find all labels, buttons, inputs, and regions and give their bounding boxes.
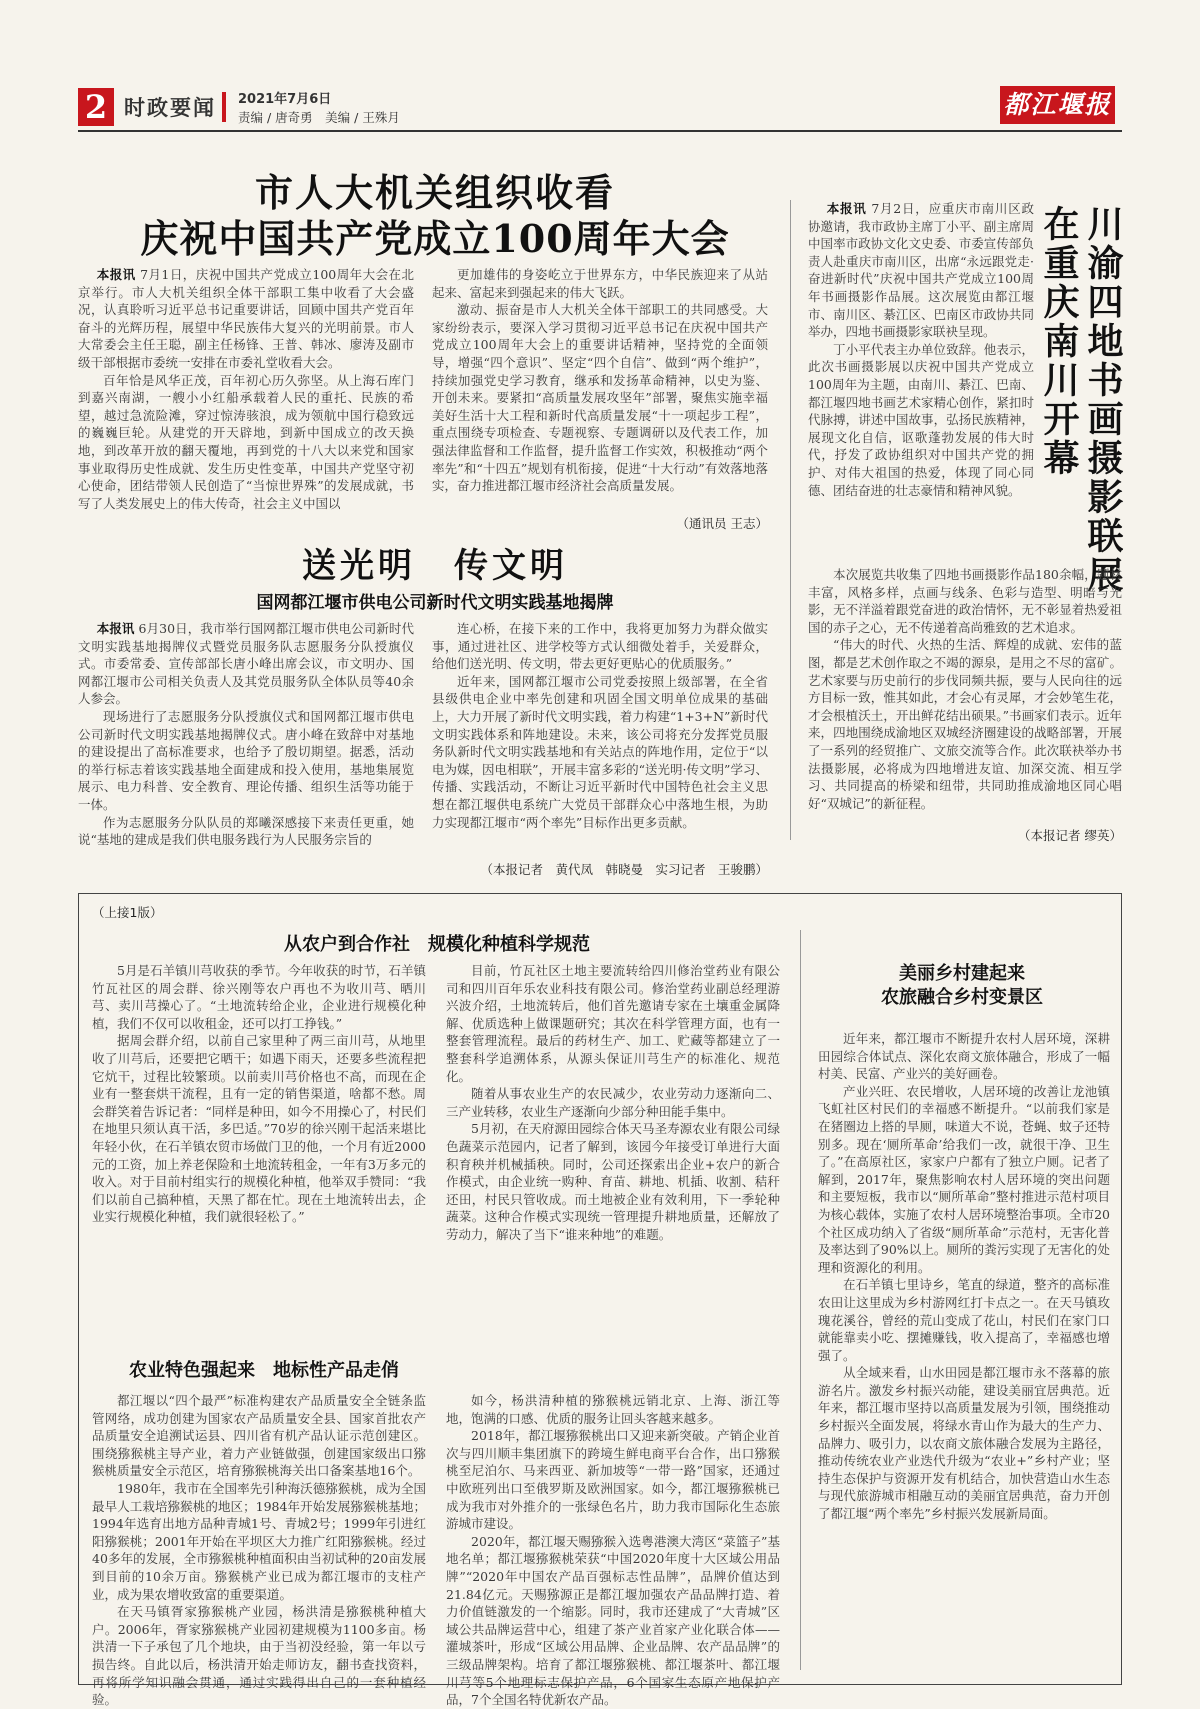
section-title: 时政要闻 [124,96,216,120]
article2-col2 [432,620,768,858]
article3-lower [808,566,1122,826]
paragraph: 现场进行了志愿服务分队授旗仪式和国网都江堰市供电公司新时代文明实践基地揭牌仪式。唐小峰在致辞中对基地的建设提出了高标准要求，也给予了殷切期望。据悉，活动的举行标志着该实践基地全面建成和投入使用，基地集展览展示、电力科普、安全教育、理论传播、组织生活等功能于一体。 [78,708,414,812]
subheading-1: 从农户到合作社 规模化种植科学规范 [284,934,590,955]
article1-title-line1: 市人大机关组织收看 [254,170,615,215]
paragraph: 激动、振奋是市人大机关全体干部职工的共同感受。大家纷纷表示，要深入学习贯彻习近平总书记在庆祝中国共产党成立100周年大会上的重要讲话精神，坚持党的全面领导，增强“四个意识”、坚定“四个自信”、做到“两个维护”，持续加强党史学习教育，继承和发扬革命精神，以史为鉴、开创未来。要紧扣“高质量发展攻坚年”部署，聚焦实施幸福美好生活十大工程和新时代高质量发展“十一项起步工程”，重点围绕专项检查、专题视察、专题调研以及代表工作，加强法律监督和工作监督，提升监督工作实效，积极推动“两个率先”和“十四五”规划有机衔接，促进“十大行动”有效落地落实，奋力推进都江堰市经济社会高质量发展。 [432,302,768,494]
paragraph: 目前，竹瓦社区土地主要流转给四川修治堂药业有限公司和四川百年乐农业科技有限公司。修治堂药业副总经理游兴波介绍，土地流转后，他们首先邀请专家在土壤重金属降解、优质选种上做课题研究；其次在科学管理方面，也有一整套管理流程。最后的药材生产、加工、贮藏等都建立了一整套科学追溯体系，从源头保证川芎生产的标准化、规范化。 [446,963,780,1084]
article1-col2 [432,266,768,514]
article2-col1 [78,620,414,876]
article3-title-col1: 川渝四地书画摄影联展 [1082,205,1124,595]
paragraph: 随着从事农业生产的农民减少，农业劳动力逐渐向二、三产业转移，农业生产逐渐向少部分种田能手集中。 [446,1086,780,1119]
paragraph: 在石羊镇七里诗乡，笔直的绿道，整齐的高标准农田让这里成为乡村游网红打卡点之一。在天马镇玫瑰花溪谷，曾经的荒山变成了花山，村民们在家门口就能靠卖小吃、摆摊赚钱，收入提高了，幸福感也增强了。 [818,1277,1110,1363]
paragraph: “伟大的时代、火热的生活、辉煌的成就、宏伟的蓝图，都是艺术创作取之不竭的源泉，是用之不尽的富矿。艺术家要与历史前行的步伐同频共振，要与人民向往的远方目标一致，惟其如此，才会心有灵犀，才会妙笔生花，才会根植沃土，开出鲜花结出硕果。”书画家们表示。近年来，四地围绕成渝地区双城经济圈建设的战略部署，开展了一系列的经贸推广、文旅交流等合作。此次联袂举办书法摄影展，必将成为四地增进友谊、加深交流、相互学习、共同提高的桥梁和纽带，共同助推成渝地区同心唱好“双城记”的新征程。 [808,637,1122,811]
article3-byline: （本报记者 缪英） [1018,828,1122,843]
paragraph: 本次展览共收集了四地书画摄影作品180余幅，题材丰富，风格多样，点画与线条、色彩与造型、明暗与光影，无不洋溢着跟党奋进的政治情怀，无不彰显着热爱祖国的赤子之心，无不传递着高尚雅致的艺术追求。 [808,567,1122,635]
subheading-3-line2: 农旅融合乡村变景区 [881,987,1043,1008]
paragraph: 更加雄伟的身姿屹立于世界东方，中华民族迎来了从站起来、富起来到强起来的伟大飞跃。 [432,267,768,300]
paragraph: 从全域来看，山水田园是都江堰市永不落幕的旅游名片。激发乡村振兴动能，建设美丽宜居典范。近年来，都江堰市坚持以高质量发展为引领，围绕推动乡村振兴全面发展，将绿水青山作为最大的生产力、品牌力、吸引力，以农商文旅体融合发展为主路径，推动传统农业产业迭代升级为“农业+”乡村产业；坚持生态保护与资源开发有机结合，加快营造山水生态与现代旅游城市相融互动的美丽宜居典范，奋力开创了都江堰“两个率先”乡村振兴发展新局面。 [818,1365,1110,1522]
column-divider [800,930,801,1670]
article1-title-line2: 庆祝中国共产党成立100周年大会 [140,216,730,261]
paragraph: 近年来，国网都江堰市公司党委按照上级部署，在全省县级供电企业中率先创建和巩固全国文明单位成果的基础上，大力开展了新时代文明实践，着力构建“1+3+N”新时代文明实践体系和阵地建设。未来，该公司将充分发挥党员服务队新时代文明实践基地和有关站点的阵地作用，定位于“以电为媒，因电相联”，开展丰富多彩的“送光明·传文明”学习、传播、实践活动，不断让习近平新时代中国特色社会主义思想在都江堰供电系统广大党员干部群众心中落地生根，为助力实现都江堰市“两个率先”目标作出更多贡献。 [432,673,768,830]
lead-tag: 本报讯 [826,201,867,216]
column-divider [790,200,791,840]
paragraph: 丁小平代表主办单位致辞。他表示，此次书画摄影展以庆祝中国共产党成立100周年为主题，由南川、綦江、巴南、都江堰四地书画艺术家精心创作，紧扣时代脉搏，讲述中国故事，弘扬民族精神，展现文化自信，讴歌蓬勃发展的伟大时代，抒发了政协组织对中国共产党的拥护、对伟大祖国的热爱，体现了同心同德、团结奋进的壮志豪情和精神风貌。 [808,341,1034,498]
subheading-2: 农业特色强起来 地标性产品走俏 [129,1360,399,1381]
lead-tag: 本报讯 [96,621,135,636]
paragraph: 7月1日，庆祝中国共产党成立100周年大会在北京举行。市人大机关组织全体干部职工集中收看了大会盛况，认真聆听习近平总书记重要讲话，回顾中国共产党百年奋斗的光辉历程，展望中华民族伟大复兴的光明前景。市人大常委会主任王聪，副主任杨锋、王普、韩冰、廖涛及副市级干部根据市委统一安排在市委礼堂收看大会。 [78,267,414,370]
article1-col1 [78,266,414,532]
paragraph: 百年恰是风华正茂，百年初心历久弥坚。从上海石库门到嘉兴南湖，一艘小小红船承载着人民的重托、民族的希望，越过急流险滩，穿过惊涛骇浪，成为领航中国行稳致远的巍巍巨轮。从建党的开天辟地，到新中国成立的改天换地，到改革开放的翻天覆地，再到党的十八大以来党和国家事业取得历史性成就、发生历史性变革，中国共产党坚守初心使命，团结带领人民创造了“当惊世界殊”的发展成就，书写了人类发展史上的伟大传奇，社会主义中国以 [78,372,414,511]
paragraph: 连心桥，在接下来的工作中，我将更加努力为群众做实事，通过进社区、进学校等方式认细微处着手，关爱群众，给他们送光明、传文明，带去更好更贴心的优质服务。” [432,621,768,672]
paragraph: 6月30日，我市举行国网都江堰市供电公司新时代文明实践基地揭牌仪式暨党员服务队志愿服务分队授旗仪式。市委常委、宣传部部长唐小峰出席会议，市文明办、国网都江堰市公司相关负责人及其党员服务队全体队员等40余人参会。 [78,621,414,707]
paragraph: 作为志愿服务分队队员的郑曦深感接下来责任更重，她说“基地的建成是我们供电服务践行为人民服务宗旨的 [78,814,414,848]
paragraph: 2018年，都江堰猕猴桃出口又迎来新突破。产销企业首次与四川顺丰集团旗下的跨境生鲜电商平台合作，出口猕猴桃至尼泊尔、马来西亚、新加坡等“一带一路”国家，还通过中欧班列出口至俄罗斯及欧洲国家。如今，都江堰猕猴桃已成为我市对外推介的一张绿色名片，助力我市国际化生态旅游城市建设。 [446,1428,780,1532]
paragraph: 1980年，我市在全国率先引种海沃德猕猴桃，成为全国最早人工栽培猕猴桃的地区；1984年开始发展猕猴桃基地；1994年选育出地方品种青城1号、青城2号；1999年引进红阳猕猴桃；2001年开始在平坝区大力推广红阳猕猴桃。经过40多年的发展，全市猕猴桃种植面积由当初试种的20亩发展到目前的10余万亩。猕猴桃产业已成为都江堰市的支柱产业，成为果农增收致富的重要渠道。 [92,1480,426,1602]
issue-date: 2021年7月6日 [238,92,332,107]
subheading-3-line1: 美丽乡村建起来 [899,963,1025,984]
lead-tag: 本报讯 [96,267,136,282]
page-number: 2 [78,88,114,126]
article3-title-col2: 在重庆南川开幕 [1038,205,1080,478]
paragraph: 5月是石羊镇川芎收获的季节。今年收获的时节，石羊镇竹瓦社区的周会群、徐兴刚等农户再也不为收川芎、晒川芎、卖川芎操心了。“土地流转给企业，企业进行规模化种植，我们不仅可以收租金，还可以打工挣钱。” [92,963,426,1031]
paragraph: 5月初，在天府源田园综合体天马圣寿源农业有限公司绿色蔬菜示范园内，记者了解到，该园今年接受订单进行大面积育秧并机械插秧。同时，公司还探索出企业+农户的新合作模式，由企业统一购种、育苗、耕地、机插、收割、秸秆还田，村民只管收成。而土地被企业有效利用，下一季轮种蔬菜。这种合作模式实现统一管理提升耕地质量，还解放了劳动力，解决了当下“谁来种地”的难题。 [446,1121,780,1242]
header-rule [78,130,1122,132]
sub3-col [818,1030,1110,1674]
article2-title: 送光明 传文明 [302,546,568,586]
paragraph: 2020年，都江堰天赐猕猴入选粤港澳大湾区“菜篮子”基地名单；都江堰猕猴桃荣获“中国2020年度十大区域公用品牌”“2020年中国农产品百强标志性品牌”，品牌价值达到21.84亿元。天赐猕源正是都江堰加强农产品品牌打造、着力价值链激发的一个缩影。同时，我市还建成了“大青城”区域公共品牌运营中心，组建了茶产业首家产业化联合体——灌城茶叶，形成“区域公用品牌、企业品牌、农产品品牌”的三级品牌架构。培育了都江堰猕猴桃、都江堰茶叶、都江堰川芎等5个地理标志保护产品，6个国家生态原产地保护产品，7个全国名特优新农产品。 [446,1533,780,1708]
paragraph: 据周会群介绍，以前自己家里种了两三亩川芎，从地里收了川芎后，还要把它晒干；如遇下雨天，还要多些流程把它炕干，过程比较繁琐。以前卖川芎价格也不高，而现在企业有一整套烘干流程，且有一定的销售渠道，啥都不愁。周会群笑着告诉记者：“同样是种田，如今不用操心了，村民们在地里只须认真干活，多巴适。”70岁的徐兴刚干起活来堪比年轻小伙，在石羊镇农贸市场做门卫的他，一个月有近2000元的工资，加上养老保险和土地流转租金，一年有3万多元的收入。对于目前村组实行的规模化种植，他举双手赞同：“我们以前自己搞种植，天黑了都在忙。现在土地流转出去，企业实行规模化种植，我们就很轻松了。” [92,1033,426,1225]
article3-upper [808,200,1034,564]
sub2-col1 [92,1392,426,1708]
paragraph: 在天马镇胥家猕猴桃产业园，杨洪清是猕猴桃种植大户。2006年，胥家猕猴桃产业园初建规模为1100多亩。杨洪清一下子承包了几个地块，由于当初没经验，第一年以亏损告终。自此以后，杨洪清开始走师访友，翻书查找资料，再将所学知识融会贯通，通过实践得出自己的一套种植经验。 [92,1604,426,1708]
paragraph: 如今，杨洪清种植的猕猴桃远销北京、上海、浙江等地，饱满的口感、优质的服务让回头客越来越多。 [446,1393,780,1426]
article2-byline: （本报记者 黄代凤 韩晓曼 实习记者 王骏鹏） [480,862,768,877]
header-separator [222,92,226,122]
paragraph: 产业兴旺、农民增收，人居环境的改善让龙池镇飞虹社区村民们的幸福感不断提升。“以前我们家是在猪圈边上搭的旱厕，味道大不说，苍蝇、蚊子还特别多。现在‘厕所革命’给我们一改，就很干净、卫生了。”在高原社区，家家户户都有了独立户厕。记者了解到，2017年，聚焦影响农村人居环境的突出问题和主要短板，我市以“厕所革命”整村推进示范村项目为核心载体，实施了农村人居环境整治事项。全市20个社区成功纳入了省级“厕所革命”示范村，无害化普及率达到了90%以上。厕所的粪污实现了无害化的处理和资源化的利用。 [818,1083,1110,1275]
continued-from-label: （上接1版） [92,905,163,920]
editors: 责编 / 唐奇勇 美编 / 王殊月 [238,110,400,125]
article2-subtitle: 国网都江堰市供电公司新时代文明实践基地揭牌 [256,593,614,613]
sub1-col1 [92,962,426,1350]
sub2-col2 [446,1392,780,1708]
newspaper-logo: 都江堰报 [1000,86,1115,124]
paragraph: 近年来，都江堰市不断提升农村人居环境，深耕田园综合体试点、深化农商文旅体融合，形成了一幅村美、民富、产业兴的美好画卷。 [818,1031,1110,1082]
paragraph: 7月2日，应重庆市南川区政协邀请，我市政协主席丁小平、副主席周中国率市政协文化文史委、市委宣传部负责人赴重庆市南川区，出席“永远跟党走·奋进新时代”庆祝中国共产党成立100周年书画摄影作品展。这次展览由都江堰市、南川区、綦江区、巴南区市政协共同举办，四地书画摄影家联袂呈现。 [808,201,1034,340]
sub1-col2 [446,962,780,1350]
paragraph: 都江堰以“四个最严”标准构建农产品质量安全全链条监管网络，成功创建为国家农产品质量安全县、国家首批农产品质量安全追溯试运县、四川省有机产品认证示范创建区。围绕猕猴桃主导产业，着力产业链做强，创建国家级出口猕猴桃质量安全示范区，培育猕猴桃海关出口备案基地16个。 [92,1393,426,1479]
article1-byline: （通讯员 王志） [676,516,768,531]
